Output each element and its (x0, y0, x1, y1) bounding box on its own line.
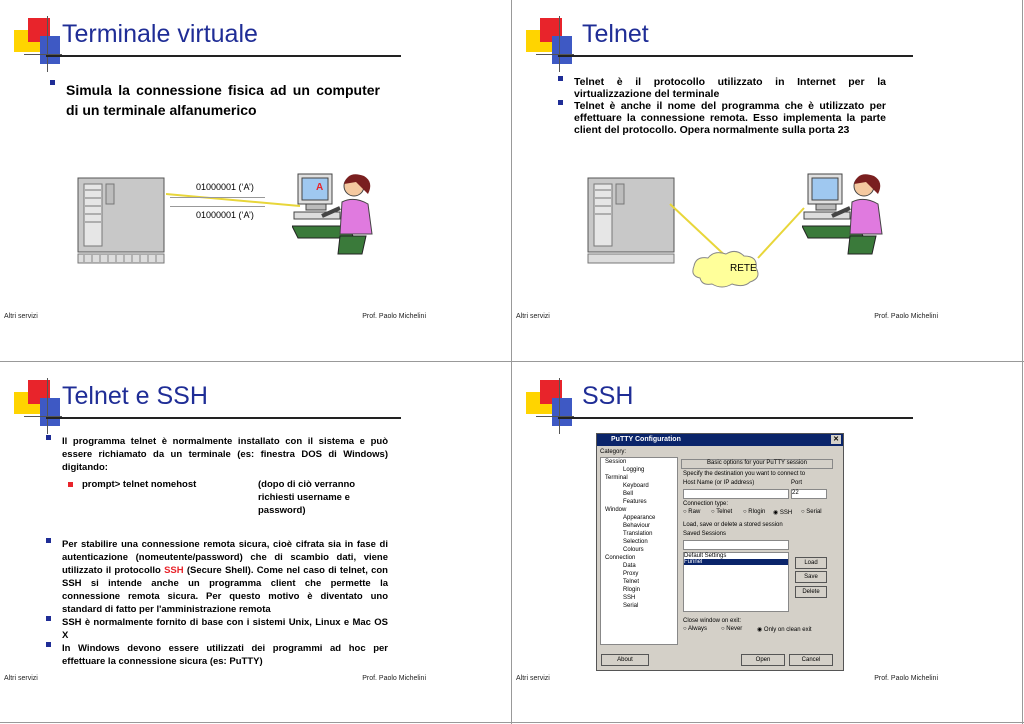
signal-line-top (170, 197, 265, 198)
bullet-text: (Secure Shell). Come nel caso di telnet, con SSH si intende anche un programma client che permette la connessione remota sicura. Per questo motivo è diventato uno standard di fatto per l'amministrazione remota (62, 565, 388, 615)
conn-type-raw[interactable]: ○ Raw (683, 509, 701, 515)
close-clean-exit[interactable]: ◉ Only on clean exit (757, 627, 812, 633)
conn-type-telnet[interactable]: ○ Telnet (711, 509, 733, 515)
bullet-text: Telnet è il protocollo utilizzato in Internet per la virtualizzazione del terminale (574, 76, 886, 100)
tree-item-ssh[interactable]: SSH (623, 595, 636, 601)
options-header: Basic options for your PuTTY session (681, 459, 833, 469)
bullet (558, 76, 886, 100)
bullet (46, 435, 388, 474)
tree-item-selection[interactable]: Selection (623, 539, 648, 545)
putty-window-title: PuTTY Configuration (611, 436, 681, 443)
bullet (46, 642, 388, 668)
signal-label-bottom: 01000001 (‘A’) (196, 210, 254, 220)
footer-left: Altri servizi (516, 675, 550, 682)
slide-body (46, 435, 388, 668)
user-terminal-icon (802, 170, 892, 256)
close-window-label: Close window on exit: (683, 618, 742, 624)
connection-line (166, 190, 302, 210)
delete-button[interactable]: Delete (795, 586, 827, 598)
tree-item-data[interactable]: Data (623, 563, 636, 569)
tree-item-translation[interactable]: Translation (623, 531, 653, 537)
footer-left: Altri servizi (4, 313, 38, 320)
open-button[interactable]: Open (741, 654, 785, 666)
bullet (558, 100, 886, 136)
slide-terminale-virtuale (0, 0, 506, 357)
slide-title: Terminale virtuale (62, 20, 258, 48)
bullet (46, 538, 388, 616)
title-underline (46, 417, 401, 419)
slide-logo (526, 16, 574, 72)
bullet-text: Simula la connessione fisica ad un computer di un terminale alfanumerico (66, 82, 380, 118)
server-icon (76, 176, 166, 266)
bullet-text: In Windows devono essere utilizzati dei programmi ad hoc per effettuare la connessione sicura (es: PuTTY) (62, 643, 388, 667)
signal-line-bottom (170, 206, 265, 207)
user-terminal-icon (292, 170, 382, 256)
saved-sessions-label: Saved Sessions (683, 531, 727, 537)
bullet-text: Telnet è anche il nome del programma che è utilizzato per effettuare la connessione remota. Esso implementa la parte client del protocollo. Opera normalmente sulla porta 23 (574, 100, 886, 136)
title-underline (558, 55, 913, 57)
tree-item-features[interactable]: Features (623, 499, 647, 505)
slide-logo (526, 378, 574, 434)
host-input[interactable] (683, 489, 789, 499)
conn-type-label: Rlogin (748, 509, 766, 515)
slide-telnet-ssh (0, 362, 506, 719)
about-button[interactable]: About (601, 654, 649, 666)
session-item-selected[interactable]: Funnel (684, 559, 788, 565)
session-list[interactable] (683, 552, 789, 612)
bullet-text: SSH è normalmente fornito di base con i sistemi Unix, Linux e Mac OS X (62, 617, 388, 641)
tree-item-keyboard[interactable]: Keyboard (623, 483, 649, 489)
tree-item-terminal[interactable]: Terminal (605, 475, 628, 481)
title-underline (558, 417, 913, 419)
tree-item-proxy[interactable]: Proxy (623, 571, 639, 577)
conn-type-rlogin[interactable]: ○ Rlogin (743, 509, 766, 515)
putty-title-bar (597, 434, 843, 446)
tree-item-session[interactable]: Session (605, 459, 627, 465)
save-button[interactable]: Save (795, 571, 827, 583)
tree-item-colours[interactable]: Colours (623, 547, 644, 553)
footer-right: Prof. Paolo Michelini (874, 675, 938, 682)
conn-type-label: Telnet (716, 509, 733, 515)
footer-left: Altri servizi (516, 313, 550, 320)
close-option-label: Only on clean exit (763, 627, 812, 633)
slide-title: Telnet e SSH (62, 382, 208, 410)
footer-right: Prof. Paolo Michelini (362, 675, 426, 682)
telnet-command: prompt> telnet nomehost (82, 479, 197, 490)
title-underline (46, 55, 401, 57)
footer-left: Altri servizi (4, 675, 38, 682)
port-value: 22 (792, 490, 799, 496)
close-option-label: Always (687, 626, 707, 632)
tree-item-connection[interactable]: Connection (605, 555, 636, 561)
footer-right: Prof. Paolo Michelini (874, 313, 938, 320)
tree-item-serial[interactable]: Serial (623, 603, 639, 609)
tree-item-appearance[interactable]: Appearance (623, 515, 656, 521)
screen-char: A (316, 182, 324, 193)
telnet-note: (dopo di ciò verranno richiesti username e password) (258, 479, 356, 516)
edge-right (1022, 0, 1023, 724)
tree-item-window[interactable]: Window (605, 507, 627, 513)
port-input[interactable] (791, 489, 827, 499)
load-button[interactable]: Load (795, 557, 827, 569)
host-label: Host Name (or IP address) (683, 480, 755, 486)
bullet-text: Il programma telnet è normalmente installato con il sistema e può essere richiamato da un terminale (es: finestra DOS di Windows) digitando: (62, 436, 388, 473)
category-tree (600, 457, 678, 645)
edge-bottom (0, 722, 1024, 723)
bullet (50, 80, 380, 120)
tree-item-behaviour[interactable]: Behaviour (623, 523, 651, 529)
tree-item-rlogin[interactable]: Rlogin (623, 587, 641, 593)
signal-label-top: 01000001 (‘A’) (196, 182, 254, 192)
slide-ssh (512, 362, 1018, 719)
sub-bullet (46, 478, 388, 522)
destination-label: Specify the destination you want to connect to (683, 471, 806, 477)
bullet (46, 616, 388, 642)
cancel-button[interactable]: Cancel (789, 654, 833, 666)
close-icon[interactable]: ✕ (831, 435, 841, 444)
close-always[interactable]: ○ Always (683, 626, 707, 632)
tree-item-bell[interactable]: Bell (623, 491, 634, 497)
session-item[interactable]: Default Settings (684, 553, 727, 559)
slide-title: Telnet (582, 20, 649, 48)
bullet-text: Per stabilire una connessione remota sicura, cioè cifrata sia in fase di autenticazione (nomeutente/password) che di scambio dati, viene utilizzato il protocollo (62, 539, 388, 576)
conn-type-label: Serial (806, 509, 822, 515)
saved-session-input[interactable] (683, 540, 789, 550)
slide-telnet (512, 0, 1018, 357)
tree-item-telnet[interactable]: Telnet (623, 579, 640, 585)
conn-type-ssh[interactable]: ◉ SSH (773, 510, 793, 516)
ssh-highlight: SSH (164, 565, 184, 576)
conn-type-label: Raw (688, 509, 701, 515)
conn-type-label: SSH (779, 510, 793, 516)
close-never[interactable]: ○ Never (721, 626, 743, 632)
category-label: Category: (600, 449, 627, 455)
conn-type-serial[interactable]: ○ Serial (801, 509, 822, 515)
connection-type-label: Connection type: (683, 501, 729, 507)
sub-bullet-marker (68, 482, 73, 487)
cloud-label: RETE (730, 263, 757, 274)
stored-session-label: Load, save or delete a stored session (683, 522, 783, 528)
close-option-label: Never (726, 626, 743, 632)
slide-title: SSH (582, 382, 634, 410)
slide-body (50, 80, 380, 120)
slide-logo (14, 16, 62, 72)
port-label: Port (791, 480, 803, 486)
tree-item-logging[interactable]: Logging (623, 467, 645, 473)
slide-logo (14, 378, 62, 434)
putty-config-window (596, 433, 844, 671)
slide-body (558, 76, 886, 136)
footer-right: Prof. Paolo Michelini (362, 313, 426, 320)
